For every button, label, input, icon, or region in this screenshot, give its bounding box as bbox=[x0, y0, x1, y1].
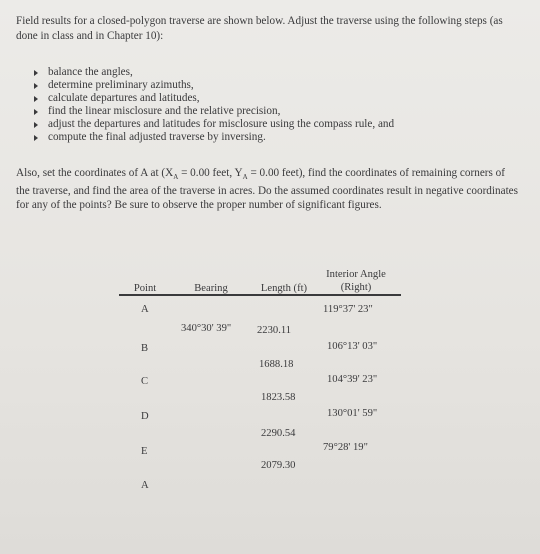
bullet-icon bbox=[34, 122, 38, 128]
point-label: A bbox=[141, 480, 149, 491]
list-item bbox=[34, 118, 514, 131]
step-text: calculate departures and latitudes, bbox=[48, 92, 200, 104]
bullet-icon bbox=[34, 83, 38, 89]
point-label: C bbox=[141, 376, 149, 387]
coordinates-paragraph bbox=[16, 166, 521, 212]
list-item bbox=[34, 131, 514, 144]
interior-angle: 79°28' 19" bbox=[323, 442, 368, 453]
traverse-table bbox=[105, 266, 405, 496]
point-label: D bbox=[141, 411, 149, 422]
header-point: Point bbox=[133, 283, 157, 294]
also-text-1: Also, set the coordinates of A at (X bbox=[16, 167, 174, 179]
list-item bbox=[34, 79, 514, 92]
point-label: A bbox=[141, 304, 149, 315]
interior-angle: 104°39' 23" bbox=[327, 374, 378, 385]
step-text: find the linear misclosure and the relative precision, bbox=[48, 105, 281, 117]
intro-paragraph: Field results for a closed-polygon traverse are shown below. Adjust the traverse using the following steps (as done in class and in Chapter 10): bbox=[16, 15, 503, 42]
bullet-icon bbox=[34, 135, 38, 141]
header-rule bbox=[119, 294, 401, 296]
subscript-a: A bbox=[173, 173, 179, 182]
interior-angle: 119°37' 23" bbox=[323, 304, 373, 315]
point-label: E bbox=[141, 446, 148, 457]
step-text: determine preliminary azimuths, bbox=[48, 79, 194, 91]
also-text-2: = 0.00 feet, Y bbox=[178, 167, 243, 179]
also-text-3: = 0.00 feet), find the coordinates of remaining corners of the traverse, and find the area of the traverse in acres. Do the assumed coordinates result in negative coordinates for any of the points? Be sure to observe the proper number of significant figures. bbox=[16, 167, 518, 212]
interior-angle: 106°13' 03" bbox=[327, 341, 378, 352]
header-length: Length (ft) bbox=[260, 283, 308, 294]
subscript-a: A bbox=[242, 173, 248, 182]
step-text: compute the final adjusted traverse by inversing. bbox=[48, 131, 266, 143]
list-item bbox=[34, 105, 514, 118]
steps-list bbox=[34, 66, 514, 144]
list-item bbox=[34, 66, 514, 79]
interior-angle: 130°01' 59" bbox=[327, 408, 378, 419]
step-text: adjust the departures and latitudes for misclosure using the compass rule, and bbox=[48, 118, 395, 130]
header-bearing: Bearing bbox=[194, 283, 228, 294]
list-item bbox=[34, 92, 514, 105]
length-value: 2290.54 bbox=[261, 428, 296, 439]
header-angle-line2: (Right) bbox=[340, 282, 372, 293]
header-angle bbox=[313, 268, 399, 294]
length-value: 2230.11 bbox=[257, 325, 292, 336]
header-angle-line1: Interior Angle bbox=[326, 269, 386, 280]
bullet-icon bbox=[34, 96, 38, 102]
bearing-value: 340°30' 39" bbox=[181, 323, 232, 334]
bullet-icon bbox=[34, 70, 38, 76]
length-value: 1823.58 bbox=[261, 392, 296, 403]
length-value: 1688.18 bbox=[259, 359, 294, 370]
bullet-icon bbox=[34, 109, 38, 115]
length-value: 2079.30 bbox=[261, 460, 296, 471]
step-text: balance the angles, bbox=[48, 66, 133, 78]
point-label: B bbox=[141, 343, 149, 354]
